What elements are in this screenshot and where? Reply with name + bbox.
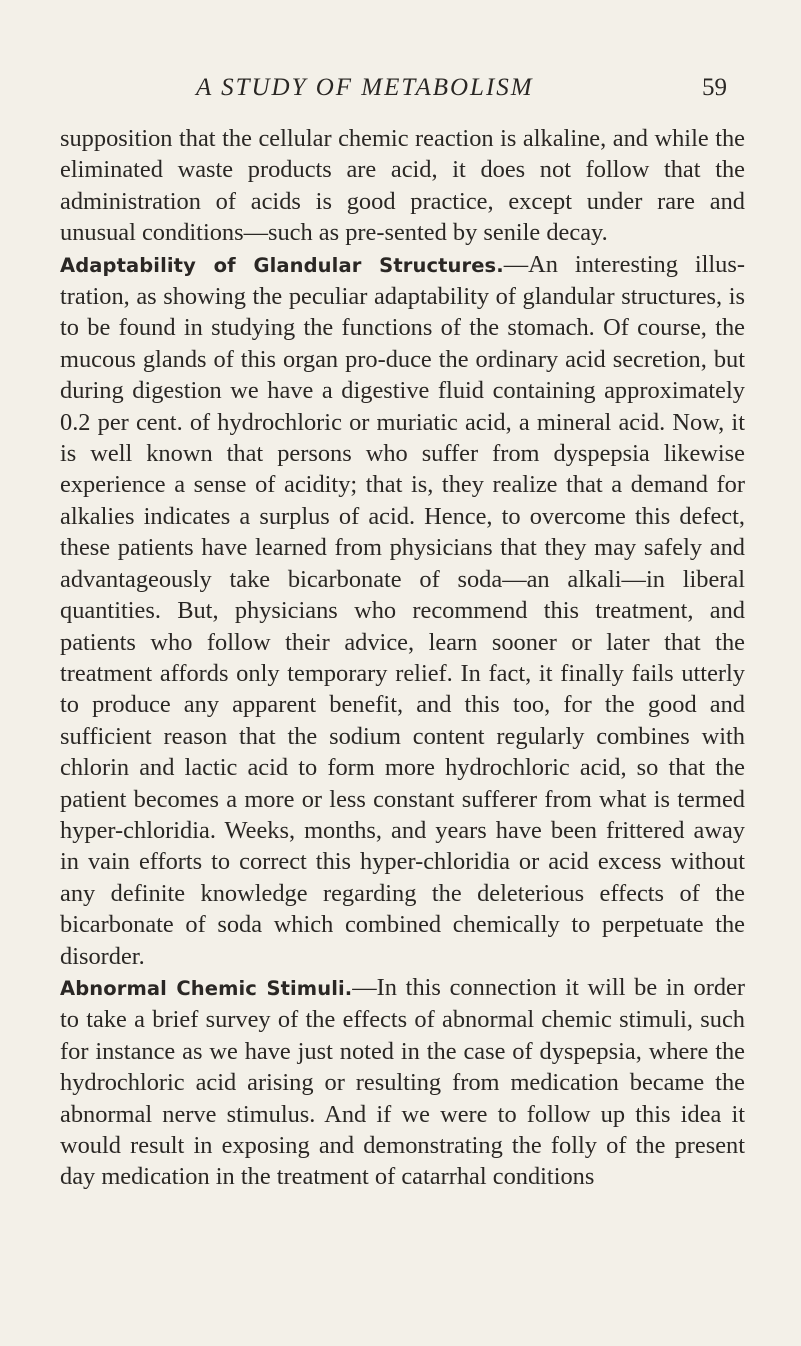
running-title: A STUDY OF METABOLISM [196,74,534,101]
paragraph-2-text: —An interesting illus-tration, as showing the peculiar adaptability of glandular structures, is to be found in studying the functions of the stomach. Of course, the mucous glands of this organ pro-duce the ordinary acid secretion, but during digestion we have a digestive fluid containing approximately 0.2 per cent. of hydrochloric or muriatic acid, a mineral acid. Now, it is well known that persons who suffer from dyspepsia likewise experience a sense of acidity; that is, they realize that a demand for alkalies indicates a surplus of acid. Hence, to overcome this defect, these patients have learned from physicians that they may safely and advantageously take bicarbonate of soda—an alkali—in liberal quantities. But, physicians who recommend this treatment, and patients who follow their advice, learn sooner or later that the treatment affords only temporary relief. In fact, it finally fails utterly to produce any apparent benefit, and this too, for the good and sufficient reason that the sodium content regularly combines with chlorin and lactic acid to form more hydrochloric acid, so that the patient becomes a more or less constant sufferer from what is termed hyper-chloridia. Weeks, months, and years have been frittered away in vain efforts to correct this hyper-chloridia or acid excess without any definite knowledge regarding the deleterious effects of the bicarbonate of soda which combined chemically to perpetuate the disorder. [60,250,745,970]
running-header [196,68,741,108]
body-text [60,123,745,1193]
section-heading-adaptability: Adaptability of Glandular Structures. [60,253,504,277]
paragraph-3-text: —In this connection it will be in order to take a brief survey of the effects of abnormal chemic stimuli, such for instance as we have just noted in the case of dyspepsia, where the hydrochloric acid arising or resulting from medication became the abnormal nerve stimulus. And if we were to follow up this idea it would result in exposing and demonstrating the folly of the present day medication in the treatment of catarrhal conditions [60,973,746,1191]
section-heading-abnormal-stimuli: Abnormal Chemic Stimuli. [60,976,353,1000]
paragraph-1 [60,123,745,249]
paragraph-3 [60,972,745,1193]
page-number: 59 [702,74,727,101]
paragraph-1-text: supposition that the cellular chemic reaction is alkaline, and while the eliminated waste products are acid, it does not follow that the administration of acids is good practice, except under rare and unusual conditions—such as pre-sented by senile decay. [60,125,745,247]
paragraph-2 [60,249,745,972]
